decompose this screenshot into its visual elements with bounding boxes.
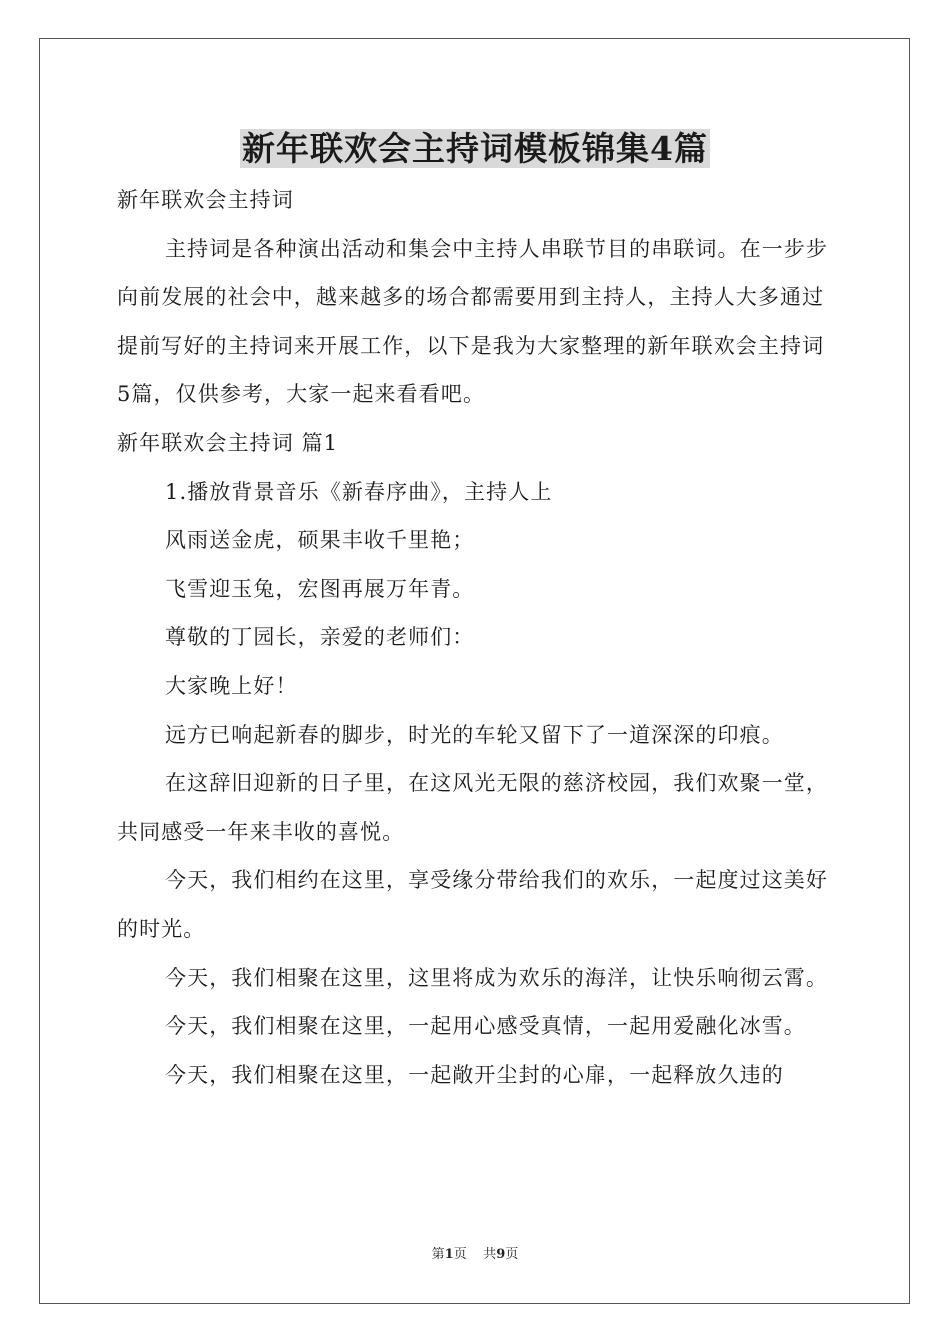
total-prefix: 共 [483,1247,497,1262]
document-body [117,176,837,1099]
section-heading: 新年联欢会主持词 篇1 [117,430,339,455]
paragraph: 今天，我们相约在这里，享受缘分带给我们的欢乐，一起度过这美好的时光。 [117,868,828,941]
page-prefix: 第 [431,1247,445,1262]
paragraph: 尊敬的丁园长，亲爱的老师们： [165,625,475,650]
total-suffix: 页 [505,1247,519,1262]
paragraph: 主持词是各种演出活动和集会中主持人串联节目的串联词。在一步步向前发展的社会中，越来越多的场合都需要用到主持人，主持人大多通过提前写好的主持词来开展工作，以下是我为大家整理的新年联欢会主持词5篇，仅供参考，大家一起来看看吧。 [117,236,828,407]
paragraph: 飞雪迎玉兔，宏图再展万年青。 [165,576,475,601]
paragraph: 大家晚上好！ [165,673,298,698]
paragraph: 风雨送金虎，硕果丰收千里艳； [165,528,475,553]
paragraph: 远方已响起新春的脚步，时光的车轮又留下了一道深深的印痕。 [165,722,784,747]
page-number-total: 9 [496,1247,506,1262]
document-title-text: 新年联欢会主持词模板锦集4篇 [242,129,708,168]
document-title [0,126,950,172]
page-number-current: 1 [444,1247,454,1262]
paragraph: 今天，我们相聚在这里，一起用心感受真情，一起用爱融化冰雪。 [165,1014,806,1039]
page-footer [0,1245,950,1265]
paragraph: 今天，我们相聚在这里，一起敞开尘封的心扉，一起释放久违的 [165,1062,784,1087]
paragraph: 今天，我们相聚在这里，这里将成为欢乐的海洋，让快乐响彻云霄。 [165,965,828,990]
paragraph: 1.播放背景音乐《新春序曲》，主持人上 [165,479,553,504]
page-suffix: 页 [453,1247,467,1262]
paragraph: 新年联欢会主持词 [117,188,294,212]
paragraph: 在这辞旧迎新的日子里，在这风光无限的慈济校园，我们欢聚一堂，共同感受一年来丰收的喜悦。 [117,771,828,844]
